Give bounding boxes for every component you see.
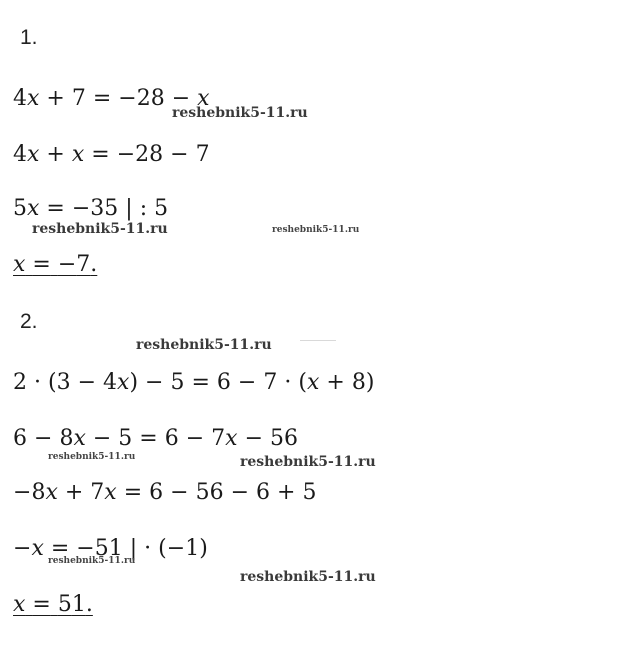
divider-line bbox=[300, 340, 336, 341]
problem-1-answer: x = −7. bbox=[13, 252, 98, 277]
watermark-text: reshebnik5-11.ru bbox=[136, 337, 272, 353]
problem-1-line-1: 4x + 7 = −28 − x bbox=[13, 86, 210, 111]
problem-2-answer: x = 51. bbox=[13, 592, 93, 617]
problem-1-line-2: 4x + x = −28 − 7 bbox=[13, 142, 210, 167]
watermark-text: reshebnik5-11.ru bbox=[48, 556, 136, 566]
problem-2-number: 2. bbox=[20, 310, 38, 333]
watermark-text: reshebnik5-11.ru bbox=[32, 221, 168, 237]
watermark-text: reshebnik5-11.ru bbox=[272, 225, 360, 235]
problem-2-line-2: 6 − 8x − 5 = 6 − 7x − 56 bbox=[13, 426, 299, 451]
problem-2-line-4: −x = −51 | · (−1) bbox=[13, 536, 208, 561]
watermark-text: reshebnik5-11.ru bbox=[172, 105, 308, 121]
watermark-text: reshebnik5-11.ru bbox=[240, 569, 376, 585]
watermark-text: reshebnik5-11.ru bbox=[240, 454, 376, 470]
problem-2-line-3: −8x + 7x = 6 − 56 − 6 + 5 bbox=[13, 480, 317, 505]
problem-1-line-3: 5x = −35 | : 5 bbox=[13, 196, 169, 221]
watermark-text: reshebnik5-11.ru bbox=[48, 452, 136, 462]
problem-1-number: 1. bbox=[20, 26, 38, 49]
problem-2-line-1: 2 · (3 − 4x) − 5 = 6 − 7 · (x + 8) bbox=[13, 370, 375, 395]
